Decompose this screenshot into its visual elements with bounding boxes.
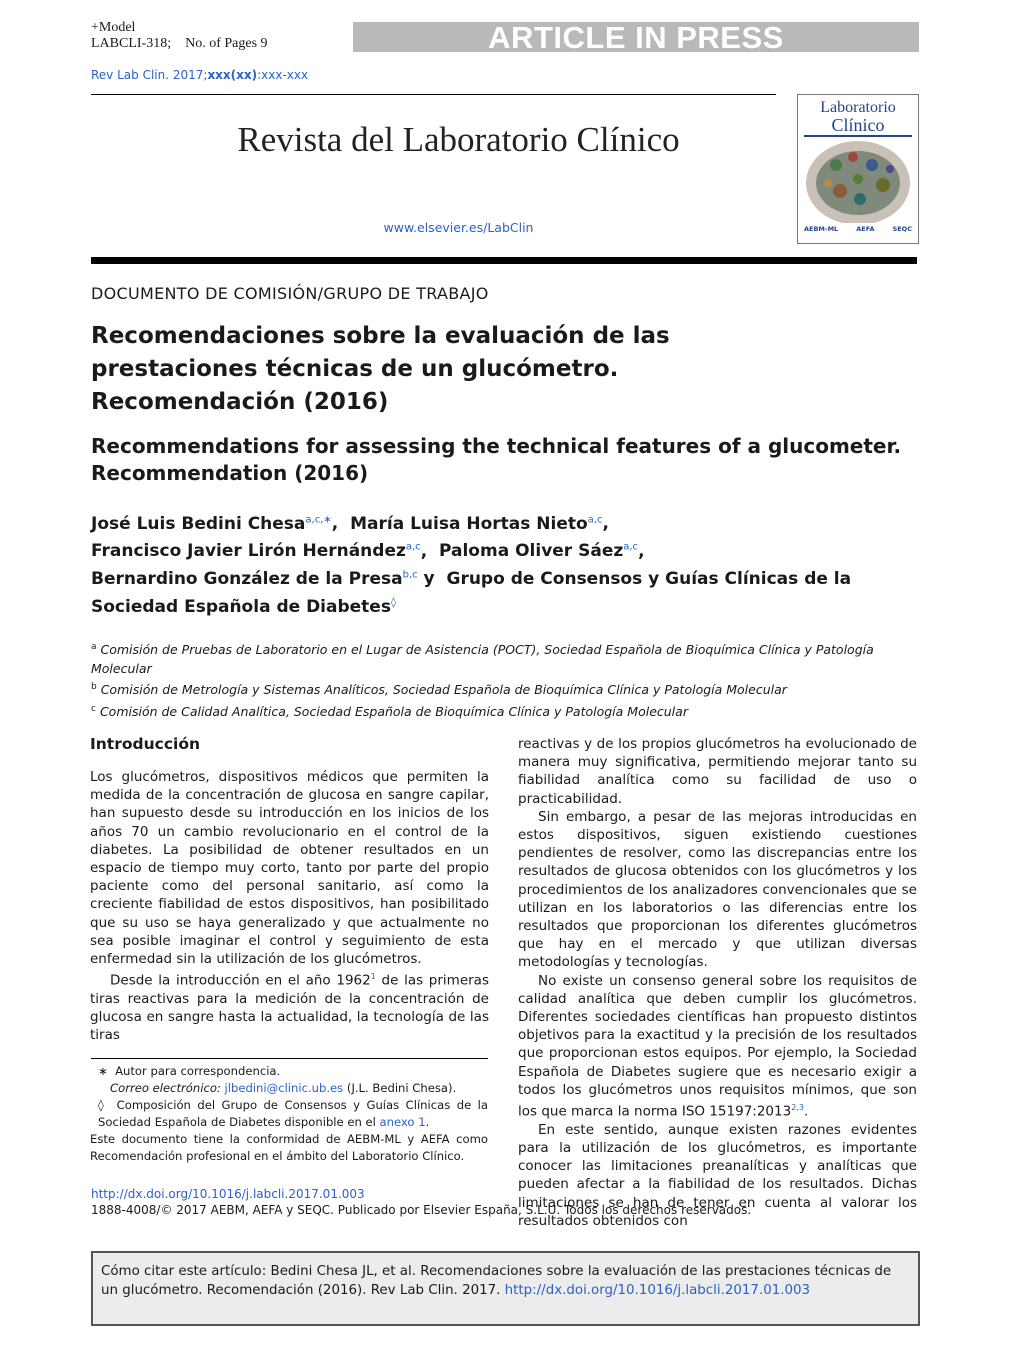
paragraph: Los glucómetros, dispositivos médicos que permiten la medida de la concentración de glucosa en sangre capilar, han supuesto desde su introducción en los inicios de los años 70 un cambio revolucionario en el control de la diabetes. La posibilidad de obtener resultados en un espacio de tiempo muy corto, tanto por parte del propio paciente como del personal sanitario, así como la creciente fiabilidad de estos dispositivos, han posibilitado que su uso se haya generalizado y que actualmente no sea posible imaginar el control y seguimiento de esta enfermedad sin la utilización de los glucómetros. xyxy=(90,769,489,968)
cover-title-1: Laboratorio xyxy=(820,99,896,116)
title-divider xyxy=(91,257,917,264)
reference-link[interactable]: 1 xyxy=(370,972,376,982)
cite-doi-link[interactable]: http://dx.doi.org/10.1016/j.labcli.2017.01.003 xyxy=(504,1283,811,1298)
cover-logo-1: AEBM-ML xyxy=(804,225,839,233)
reference-link[interactable]: 2,3 xyxy=(791,1103,804,1113)
conformity-note: Este documento tiene la conformidad de AEBM-ML y AEFA como Recomendación profesional en el ámbito del Laboratorio Clínico. xyxy=(90,1132,488,1163)
author-2[interactable]: María Luisa Hortas Nieto$^{a,c}$ xyxy=(350,513,603,534)
title-spanish: Recomendaciones sobre la evaluación de las prestaciones técnicas de un glucómetro. Recomendación (2016) xyxy=(91,323,670,415)
affiliation-a: $^a$ Comisión de Pruebas de Laboratorio en el Lugar de Asistencia (POCT), Sociedad Española de Bioquímica Clínica y Patología Molecular xyxy=(91,642,874,676)
group-note: ◊ Composición del Grupo de Consensos y Guías Clínicas de la Sociedad Española de Diabetes disponible en el anexo 1. xyxy=(98,1098,488,1129)
copyright-line: 1888-4008/© 2017 AEBM, AEFA y SEQC. Publicado por Elsevier España, S.L.U. Todos los derechos reservados. xyxy=(91,1203,752,1217)
author-list: José Luis Bedini Chesa$^{a,c,∗}$, María Luisa Hortas Nieto$^{a,c}$, Francisco Javier Lirón Hernández$^{a,c}$, Paloma Oliver Sáez$^{a,c}$, Bernardino González de la Presa$^{b,c}$ y Grupo de Consensos y Guías Clínicas de la Sociedad Española de Diabetes◊ xyxy=(91,513,852,617)
cover-logo-3: SEQC xyxy=(892,225,912,233)
article-model-info xyxy=(91,20,268,52)
ref-line: LABCLI-318; No. of Pages 9 xyxy=(91,36,268,51)
corresponding-author-note: ∗ Autor para correspondencia. xyxy=(98,1064,281,1078)
citation-prefix: Rev Lab Clin. 2017; xyxy=(91,68,208,82)
article-in-press-label: ARTICLE IN PRESS xyxy=(488,20,784,55)
paragraph: Sin embargo, a pesar de las mejoras introducidas en estos dispositivos, siguen existiendo cuestiones pendientes de resolver, como las discrepancias entre los resultados de glucosa obtenidos con los glucómetros y los procedimientos de los analizadores convencionales que se utilizan en los laboratorios o las diferencias entre los resultados que proporcionan los diferentes glucómetros que hay en el mercado y que utilizan diversas metodologías y tecnologías. xyxy=(518,808,917,971)
paragraph: reactivas y de los propios glucómetros ha evolucionado de manera muy significativa, permitiendo mejorar tanto su fiabilidad analítica como su facilidad de uso o practicabilidad. xyxy=(518,736,917,807)
paragraph: Desde la introducción en el año 1962$^1$ de las primeras tiras reactivas para la medición de la concentración de glucosa en sangre hasta la actualidad, la tecnología de las tiras xyxy=(90,972,489,1044)
title-english: Recommendations for assessing the technical features of a glucometer. Recommendation (2016) xyxy=(91,434,902,485)
author-4[interactable]: Paloma Oliver Sáez$^{a,c}$ xyxy=(439,541,639,562)
paragraph: No existe un consenso general sobre los requisitos de calidad analítica que deben cumplir los glucómetros. Diferentes sociedades científicas han propuesto distintos objetivos para la exactitud y la precisión de los resultados que proporcionan estos equipos. Por ejemplo, la Sociedad Española de Diabetes sugiere que es necesario exigir a todos los glucómetros unos requisitos mínimos, que son los que marca la norma ISO 15197:2013$^{2,3}$. xyxy=(518,972,917,1120)
author-6[interactable]: Grupo de Consensos y Guías Clínicas de la Sociedad Española de Diabetes◊ xyxy=(91,568,852,617)
introduction-heading: Introducción xyxy=(90,735,201,753)
journal-name: Revista del Laboratorio Clínico xyxy=(237,120,680,159)
citation-volume: xxx(xx) xyxy=(207,68,258,82)
right-column xyxy=(518,735,917,1230)
doi-link[interactable]: http://dx.doi.org/10.1016/j.labcli.2017.01.003 xyxy=(91,1187,365,1201)
journal-cover-image xyxy=(797,94,919,244)
cite-text: Cómo citar este artículo: Bedini Chesa JL, et al. Recomendaciones sobre la evaluación de las prestaciones técnicas de un glucómetro. Recomendación (2016). Rev Lab Clin. 2017. xyxy=(101,1264,892,1298)
cover-artwork xyxy=(798,95,918,243)
paragraph: En este sentido, aunque existen razones evidentes para la utilización de los glucómetros, es importante conocer las limitaciones preanalíticas y analíticas que pueden afectar a la fiabilidad de los resultados. Dichas limitaciones se han de tener en cuenta al valorar los resultados obtenidos con xyxy=(518,1121,917,1229)
cover-logos xyxy=(804,225,912,233)
model-line: +Model xyxy=(91,20,136,35)
how-to-cite-box xyxy=(91,1251,920,1326)
email-link[interactable]: jlbedini@clinic.ub.es xyxy=(224,1081,344,1095)
left-column xyxy=(90,768,489,1045)
affiliation-c: $^c$ Comisión de Calidad Analítica, Sociedad Española de Bioquímica Clínica y Patología Molecular xyxy=(91,703,688,719)
author-3[interactable]: Francisco Javier Lirón Hernández$^{a,c}$ xyxy=(91,541,421,562)
cover-title-2: Clínico xyxy=(831,115,885,135)
author-5[interactable]: Bernardino González de la Presa$^{b,c}$ xyxy=(91,568,418,589)
citation-suffix: :xxx-xxx xyxy=(257,68,309,82)
journal-citation[interactable] xyxy=(91,68,308,82)
author-1[interactable]: José Luis Bedini Chesa$^{a,c,∗}$ xyxy=(91,513,332,534)
annex-link[interactable]: anexo 1 xyxy=(379,1115,426,1129)
affiliation-b: $^b$ Comisión de Metrología y Sistemas Analíticos, Sociedad Española de Bioquímica Clínica y Patología Molecular xyxy=(91,682,787,698)
affiliations xyxy=(91,638,919,721)
footnote-divider xyxy=(91,1058,488,1059)
journal-url-link[interactable]: www.elsevier.es/LabClin xyxy=(383,220,534,235)
header-divider xyxy=(91,94,776,95)
footnotes xyxy=(90,1063,488,1165)
email-note: Correo electrónico: jlbedini@clinic.ub.es (J.L. Bedini Chesa). xyxy=(110,1081,457,1095)
section-kind: DOCUMENTO DE COMISIÓN/GRUPO DE TRABAJO xyxy=(91,284,489,303)
cover-logo-2: AEFA xyxy=(856,225,875,233)
